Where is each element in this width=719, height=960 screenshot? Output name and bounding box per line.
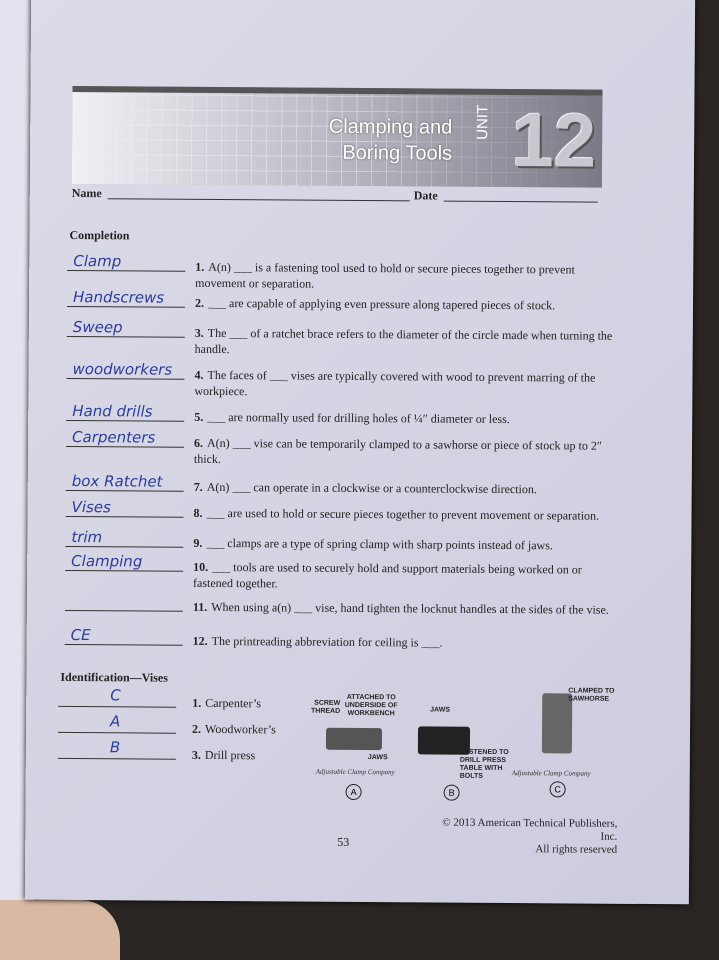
copyright-text: © 2013 American Technical Publishers, Inc. xyxy=(442,816,618,843)
question-text xyxy=(195,295,615,314)
handwritten-answer: Hand drills xyxy=(72,401,153,421)
question-number: 5. xyxy=(194,409,204,424)
woodworkers-vise-image xyxy=(326,728,382,750)
question-body: ___ are capable of applying even pressure along tapered pieces of stock. xyxy=(207,295,556,313)
label-clamped: CLAMPED TO SAWHORSE xyxy=(568,687,615,703)
unit-label: UNIT xyxy=(474,104,492,140)
label-jaws-b: JAWS xyxy=(430,706,451,714)
question-body: ___ are used to hold or secure pieces together to prevent movement or separation. xyxy=(206,505,600,523)
question-text xyxy=(194,435,614,470)
vise-figure xyxy=(306,686,627,808)
question-text xyxy=(195,259,615,294)
question-body: ___ tools are used to securely hold and support materials being worked on or fastened together. xyxy=(193,559,582,591)
question-body: ___ clamps are a type of spring clamp with sharp points instead of jaws. xyxy=(206,535,553,553)
handwritten-answer: CE xyxy=(70,625,91,645)
question-number: 2. xyxy=(194,295,205,310)
handwritten-answer: Vises xyxy=(71,497,111,517)
worksheet-page xyxy=(25,0,695,904)
question-body: When using a(n) ___ vise, hand tighten the locknut handles at the sides of the vise. xyxy=(211,599,609,617)
unit-banner xyxy=(72,86,603,188)
question-text xyxy=(194,479,614,498)
question-number: 6. xyxy=(193,435,204,450)
handwritten-answer: Sweep xyxy=(72,317,123,337)
handwritten-answer: box Ratchet xyxy=(71,471,163,491)
question-text xyxy=(194,367,614,402)
handwritten-answer: Carpenters xyxy=(72,427,156,447)
question-number: 4. xyxy=(194,367,204,382)
copyright xyxy=(425,816,617,856)
answer-blank[interactable] xyxy=(58,732,176,734)
question-number: 10. xyxy=(193,559,209,574)
answer-blank[interactable] xyxy=(65,546,183,548)
question-number: 1. xyxy=(195,259,205,274)
question-text xyxy=(194,409,614,428)
vise-type xyxy=(192,747,255,763)
item-label: Drill press xyxy=(204,747,256,763)
question-body: A(n) ___ vise can be temporarily clamped to a sawhorse or piece of stock up to 2″ thick. xyxy=(193,435,602,467)
name-label: Name xyxy=(71,185,102,201)
item-number: 3. xyxy=(191,747,201,762)
handwritten-answer: C xyxy=(110,686,121,705)
figure-letter-b: B xyxy=(444,785,460,801)
answer-blank[interactable] xyxy=(66,516,184,518)
question-text xyxy=(193,559,613,594)
question-text xyxy=(193,599,613,618)
question-number: 11. xyxy=(192,599,208,614)
question-text xyxy=(193,633,613,652)
question-body: The printreading abbreviation for ceiling is ___. xyxy=(211,633,443,650)
answer-blank[interactable] xyxy=(58,758,176,760)
answer-blank[interactable] xyxy=(67,270,185,272)
vise-type xyxy=(192,721,276,738)
thumb xyxy=(0,900,120,960)
date-field[interactable] xyxy=(444,201,598,203)
figure-letter-a: A xyxy=(346,784,362,800)
question-body: A(n) ___ can operate in a clockwise or a counterclockwise direction. xyxy=(206,479,537,497)
question-number: 3. xyxy=(194,325,204,340)
handwritten-answer: Handscrews xyxy=(72,287,165,307)
question-body: ___ are normally used for drilling holes of ¼″ diameter or less. xyxy=(207,409,510,427)
identification-heading: Identification—Vises xyxy=(60,669,169,685)
question-number: 9. xyxy=(193,535,203,550)
item-number: 1. xyxy=(192,695,202,710)
item-number: 2. xyxy=(191,721,202,736)
question-text xyxy=(195,325,615,360)
question-body: A(n) ___ is a fastening tool used to hold or secure pieces together to prevent movement or separation. xyxy=(195,259,575,291)
figure-letter-c: C xyxy=(550,781,566,797)
title-line-2: Boring Tools xyxy=(342,141,453,165)
question-number: 7. xyxy=(193,479,203,494)
answer-blank[interactable] xyxy=(67,336,185,338)
vise-type xyxy=(192,695,261,711)
answer-blank[interactable] xyxy=(58,706,176,708)
label-jaws-a: JAWS xyxy=(367,754,388,762)
handwritten-answer: Clamping xyxy=(71,551,143,571)
question-body: The faces of ___ vises are typically covered with wood to prevent marring of the workpiece. xyxy=(194,367,596,399)
label-attached: ATTACHED TO UNDERSIDE OF WORKBENCH xyxy=(344,693,398,718)
question-body: The ___ of a ratchet brace refers to the diameter of the circle made when turning the handle. xyxy=(194,325,613,357)
answer-blank[interactable] xyxy=(65,644,183,646)
question-number: 8. xyxy=(193,505,203,520)
handwritten-answer: B xyxy=(109,738,121,757)
question-number: 12. xyxy=(192,633,208,648)
name-field[interactable] xyxy=(108,198,410,201)
handwritten-answer: Clamp xyxy=(73,251,122,271)
label-screw-thread: SCREW THREAD xyxy=(310,699,341,715)
handwritten-answer: trim xyxy=(71,527,103,547)
question-text xyxy=(193,505,613,524)
question-text xyxy=(193,535,613,554)
rights-text: All rights reserved xyxy=(535,843,618,856)
handwritten-answer: A xyxy=(110,712,121,731)
completion-heading: Completion xyxy=(69,227,130,243)
label-fastened: FASTENED TO DRILL PRESS TABLE WITH BOLTS xyxy=(459,748,509,780)
page-number: 53 xyxy=(337,834,350,849)
credit-c: Adjustable Clamp Company xyxy=(511,769,591,778)
credit-a: Adjustable Clamp Company xyxy=(315,767,395,777)
item-label: Woodworker’s xyxy=(204,721,276,737)
title-line-1: Clamping and xyxy=(328,115,453,139)
unit-number: 12 xyxy=(511,98,597,184)
answer-blank[interactable] xyxy=(65,610,183,612)
item-label: Carpenter’s xyxy=(205,695,262,711)
unit-title xyxy=(329,114,453,167)
date-label: Date xyxy=(413,188,438,203)
handwritten-answer: woodworkers xyxy=(72,359,173,379)
